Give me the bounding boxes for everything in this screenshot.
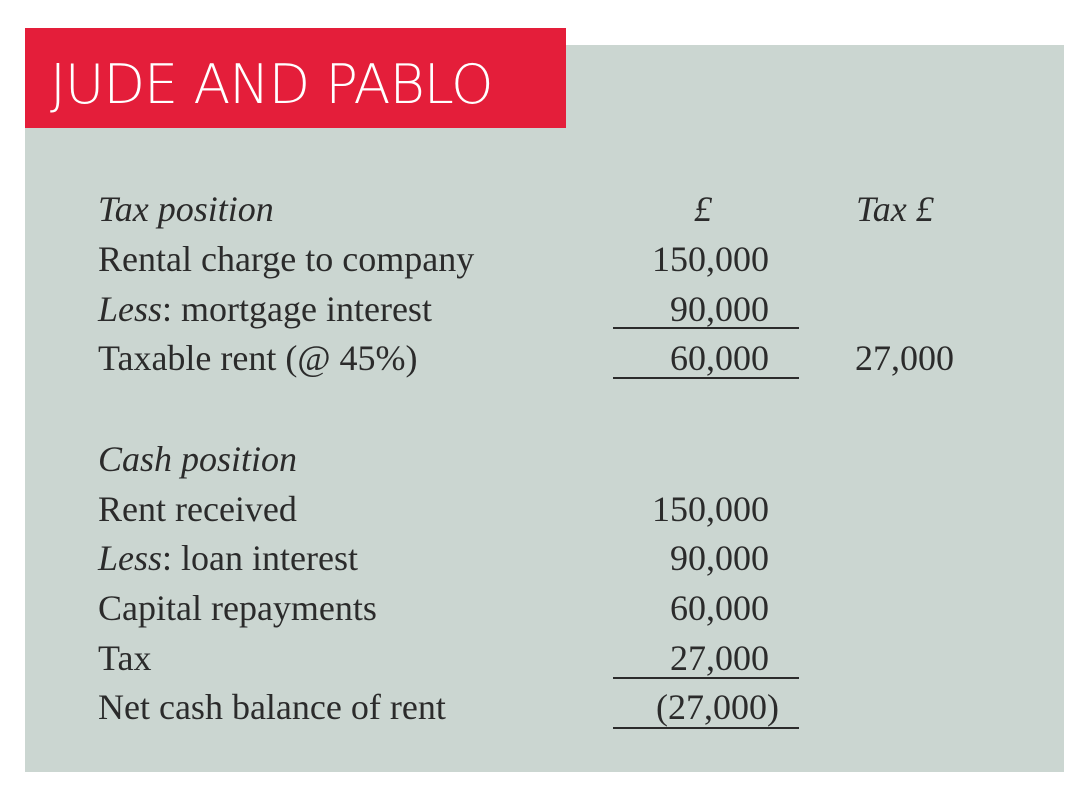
row-amount-net-cash-balance: (27,000) (656, 687, 779, 727)
cash-subtotal-rule (613, 677, 799, 679)
row-tax-taxable-rent: 27,000 (855, 338, 954, 378)
content-panel (25, 45, 1064, 772)
subtotal-rule (613, 327, 799, 329)
cash-total-rule (613, 727, 799, 729)
less-label: Less (98, 289, 163, 329)
row-label-rest: : loan interest (162, 538, 358, 578)
row-label-capital-repayments: Capital repayments (98, 588, 377, 628)
row-amount-taxable-rent: 60,000 (670, 338, 769, 378)
row-amount-rent-received: 150,000 (652, 489, 769, 529)
row-amount-mortgage-interest: 90,000 (670, 289, 769, 329)
row-label-rest: : mortgage interest (162, 289, 432, 329)
tax-position-heading: Tax position (98, 189, 274, 229)
pound-column-header: £ (694, 189, 712, 229)
less-label: Less (98, 538, 163, 578)
row-label-mortgage-interest (98, 286, 432, 332)
cash-position-heading: Cash position (98, 439, 298, 479)
row-amount-tax: 27,000 (670, 638, 769, 678)
tax-column-header: Tax £ (856, 189, 934, 229)
row-label-taxable-rent: Taxable rent (@ 45%) (98, 338, 418, 378)
total-rule (613, 377, 799, 379)
row-label-rental-charge: Rental charge to company (98, 239, 475, 279)
row-amount-capital-repayments: 60,000 (670, 588, 769, 628)
row-label-rent-received: Rent received (98, 489, 297, 529)
row-label-loan-interest (98, 535, 358, 581)
row-label-net-cash-balance: Net cash balance of rent (98, 687, 446, 727)
page-title: JUDE AND PABLO (50, 53, 493, 116)
row-label-tax: Tax (98, 638, 152, 678)
row-amount-rental-charge: 150,000 (652, 239, 769, 279)
row-amount-loan-interest: 90,000 (670, 538, 769, 578)
